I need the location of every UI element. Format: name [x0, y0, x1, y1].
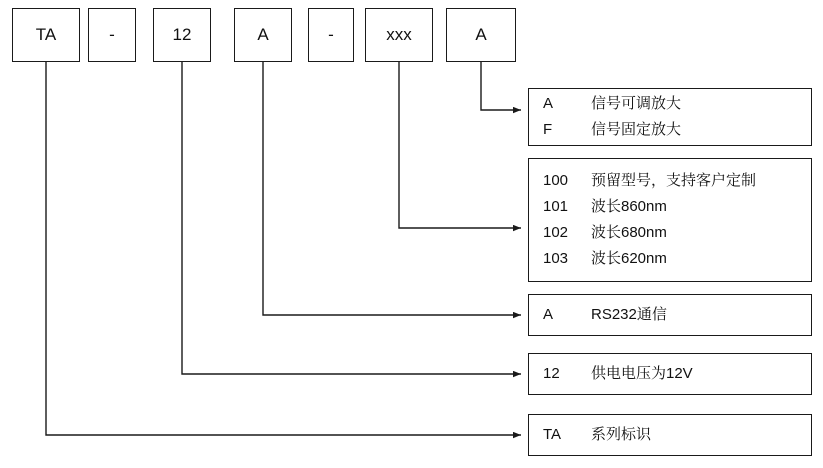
description-key: 102 — [543, 224, 569, 241]
description-box-wavelength — [528, 158, 812, 282]
description-value: 系列标识 — [591, 426, 652, 443]
code-segment-wavelength[interactable] — [365, 8, 433, 62]
description-key: 12 — [543, 365, 560, 382]
description-row — [543, 220, 811, 246]
description-key: F — [543, 121, 553, 138]
description-box-voltage — [528, 353, 812, 395]
description-value: 信号固定放大 — [591, 121, 682, 138]
description-row — [543, 91, 811, 117]
description-key: A — [543, 306, 554, 323]
code-segment-amplify[interactable] — [446, 8, 516, 62]
description-value: 信号可调放大 — [591, 95, 682, 112]
code-segment-label: - — [328, 25, 334, 44]
code-segment-label: 12 — [172, 25, 192, 44]
code-segment-label: - — [109, 25, 115, 44]
description-value: 波长620nm — [591, 250, 667, 267]
code-segment-label: A — [475, 25, 487, 44]
description-value: 预留型号，支持客户定制 — [591, 172, 757, 189]
description-key: 100 — [543, 172, 569, 189]
description-box-comm — [528, 294, 812, 336]
description-row — [543, 302, 811, 328]
description-row — [543, 117, 811, 143]
description-row — [543, 168, 811, 194]
description-value: 供电电压为12V — [591, 365, 693, 382]
description-row — [543, 422, 811, 448]
code-segment-label: A — [257, 25, 269, 44]
code-segment-label: xxx — [386, 25, 412, 44]
description-row — [543, 246, 811, 272]
description-key: 101 — [543, 198, 569, 215]
description-value: 波长860nm — [591, 198, 667, 215]
description-key: TA — [543, 426, 562, 443]
description-value: 波长680nm — [591, 224, 667, 241]
description-row — [543, 361, 811, 387]
code-segment-series[interactable] — [12, 8, 80, 62]
description-box-amplify — [528, 88, 812, 146]
code-segment-dash2 — [308, 8, 354, 62]
code-segment-dash1 — [88, 8, 136, 62]
description-box-series — [528, 414, 812, 456]
description-row — [543, 194, 811, 220]
description-key: A — [543, 95, 554, 112]
description-key: 103 — [543, 250, 569, 267]
code-segment-label: TA — [35, 25, 57, 44]
code-segment-comm[interactable] — [234, 8, 292, 62]
code-segment-voltage[interactable] — [153, 8, 211, 62]
description-value: RS232通信 — [591, 306, 667, 323]
